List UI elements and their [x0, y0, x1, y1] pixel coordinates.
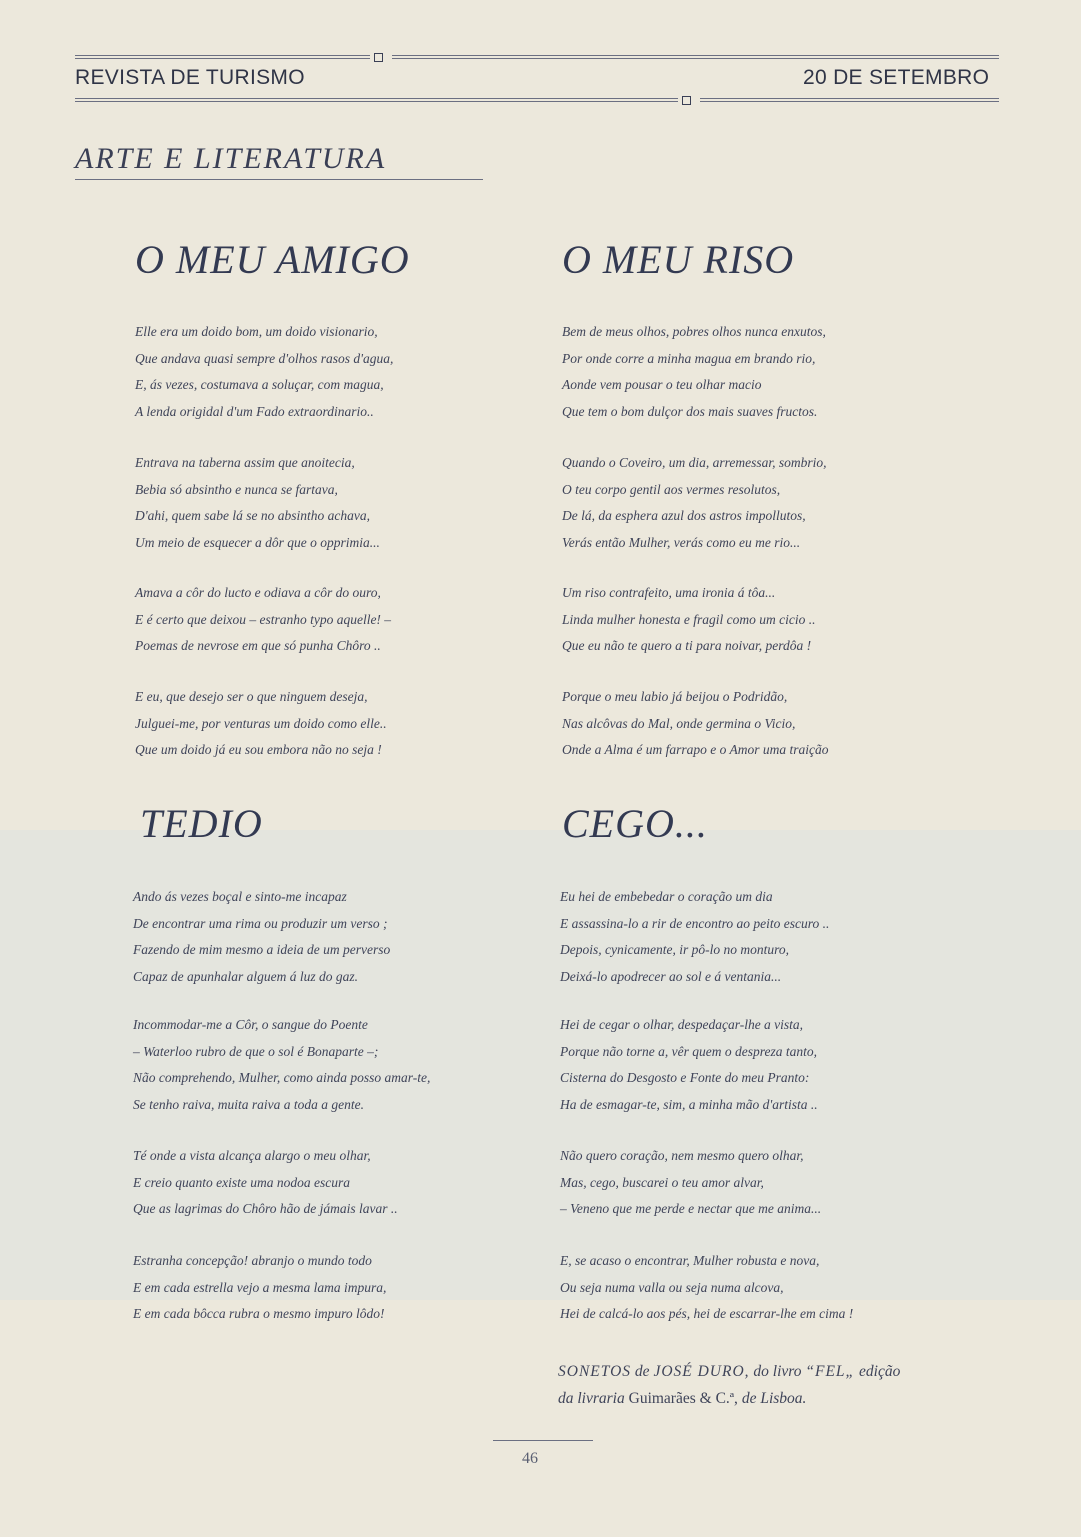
verse-line: Estranha concepção! abranjo o mundo todo — [133, 1253, 372, 1268]
poem-title-tedio: TEDIO — [140, 801, 263, 846]
verse-line: Entrava na taberna assim que anoitecia, — [135, 455, 355, 470]
stanza — [133, 1248, 553, 1328]
verse-line: Elle era um doido bom, um doido visionario, — [135, 324, 378, 339]
stanza — [560, 1012, 980, 1118]
stanza — [562, 319, 982, 425]
header-rule-top-right — [392, 55, 999, 59]
verse-line: Linda mulher honesta e fragil como um cicio .. — [562, 611, 816, 627]
poem-title-cego: CEGO... — [562, 801, 708, 846]
stanza — [562, 580, 982, 660]
verse-line: Ando ás vezes boçal e sinto-me incapaz — [133, 889, 347, 904]
verse-line: Bem de meus olhos, pobres olhos nunca enxutos, — [562, 324, 826, 339]
header-rule-bottom-left — [75, 98, 678, 102]
header-rule-bottom-right — [700, 98, 999, 102]
verse-line: Poemas de nevrose em que só punha Chôro .. — [135, 638, 381, 653]
credit-author: JOSÉ DURO, — [653, 1363, 750, 1380]
verse-line: Porque o meu labio já beijou o Podridão, — [562, 689, 788, 704]
verse-line: E é certo que deixou – estranho typo aquelle! – — [135, 611, 392, 627]
verse-line: Um riso contrafeito, uma ironia á tôa... — [562, 585, 776, 600]
verse-line: O teu corpo gentil aos vermes resolutos, — [562, 481, 781, 497]
verse-line: E assassina-lo a rir de encontro ao peito escuro .. — [560, 915, 830, 931]
verse-line: Julguei-me, por venturas um doido como elle.. — [135, 715, 387, 731]
credit-de: de — [634, 1363, 650, 1380]
section-underline — [75, 179, 483, 180]
credit-da-livraria: da livraria — [558, 1390, 625, 1407]
verse-line: D'ahi, quem sabe lá se no absintho achava, — [135, 508, 370, 523]
stanza — [560, 1143, 980, 1223]
stanza — [135, 580, 555, 660]
verse-line: E, se acaso o encontrar, Mulher robusta e nova, — [560, 1253, 820, 1268]
verse-line: Um meio de esquecer a dôr que o opprimia... — [135, 534, 380, 550]
verse-line: Té onde a vista alcança alargo o meu olhar, — [133, 1148, 371, 1163]
stanza — [562, 684, 982, 764]
verse-line: Eu hei de embebedar o coração um dia — [560, 889, 773, 904]
verse-line: E creio quanto existe uma nodoa escura — [133, 1174, 350, 1190]
stanza — [560, 1248, 980, 1328]
verse-line: Que tem o bom dulçor dos mais suaves fructos. — [562, 403, 818, 419]
source-credit — [558, 1358, 1018, 1412]
page-number: 46 — [522, 1450, 538, 1467]
stanza — [562, 450, 982, 556]
verse-line: Que as lagrimas do Chôro hão de jámais lavar .. — [133, 1201, 398, 1216]
verse-line: Mas, cego, buscarei o teu amor alvar, — [560, 1174, 764, 1190]
poem-title-riso: O MEU RISO — [562, 237, 795, 282]
verse-line: De encontrar uma rima ou produzir um verso ; — [133, 915, 388, 931]
verse-line: Depois, cynicamente, ir pô-lo no monturo, — [560, 942, 789, 957]
verse-line: Não comprehendo, Mulher, como ainda posso amar-te, — [133, 1070, 431, 1085]
verse-line: Se tenho raiva, muita raiva a toda a gente. — [133, 1096, 364, 1112]
ornament-box-top — [374, 53, 383, 62]
verse-line: Verás então Mulher, verás como eu me rio... — [562, 534, 801, 550]
verse-line: A lenda origidal d'um Fado extraordinario.. — [135, 403, 374, 419]
credit-de-lisboa: de Lisboa. — [741, 1390, 807, 1407]
verse-line: Capaz de apunhalar alguem á luz do gaz. — [133, 968, 359, 984]
stanza — [135, 684, 555, 764]
issue-date: 20 DE SETEMBRO — [803, 66, 990, 89]
poem-title-amigo: O MEU AMIGO — [135, 237, 410, 282]
verse-line: Ou seja numa valla ou seja numa alcova, — [560, 1279, 784, 1295]
verse-line: E, ás vezes, costumava a soluçar, com magua, — [135, 377, 384, 392]
credit-do-livro: do livro — [753, 1363, 802, 1380]
verse-line: – Waterloo rubro de que o sol é Bonaparte –; — [133, 1043, 379, 1059]
ornament-box-bottom — [682, 96, 691, 105]
verse-line: Quando o Coveiro, um dia, arremessar, sombrio, — [562, 455, 827, 470]
verse-line: Que um doido já eu sou embora não no seja ! — [135, 742, 382, 757]
stanza — [133, 884, 553, 990]
magazine-name: REVISTA DE TURISMO — [75, 66, 305, 89]
stanza — [133, 1143, 553, 1223]
section-title: ARTE E LITERATURA — [75, 142, 387, 175]
header-rule-top-left — [75, 55, 370, 59]
verse-line: Bebia só absintho e nunca se fartava, — [135, 481, 338, 497]
verse-line: Onde a Alma é um farrapo e o Amor uma traição — [562, 742, 829, 757]
stanza — [135, 450, 555, 556]
verse-line: Deixá-lo apodrecer ao sol e á ventania... — [560, 968, 782, 984]
verse-line: – Veneno que me perde e nectar que me anima... — [560, 1201, 822, 1216]
verse-line: Por onde corre a minha magua em brando rio, — [562, 350, 816, 366]
credit-sonetos: SONETOS — [558, 1363, 632, 1380]
verse-line: Ha de esmagar-te, sim, a minha mão d'artista .. — [560, 1096, 818, 1112]
verse-line: Porque não torne a, vêr quem o despreza tanto, — [560, 1043, 817, 1059]
verse-line: E em cada bôcca rubra o mesmo impuro lôdo! — [133, 1306, 385, 1321]
verse-line: Hei de calcá-lo aos pés, hei de escarrar-lhe em cima ! — [560, 1306, 854, 1321]
verse-line: De lá, da esphera azul dos astros impollutos, — [562, 508, 806, 523]
credit-book: “FEL„ — [805, 1363, 856, 1380]
credit-publisher: Guimarães & C.ª, — [628, 1390, 738, 1407]
verse-line: Que eu não te quero a ti para noivar, perdôa ! — [562, 638, 812, 653]
verse-line: Não quero coração, nem mesmo quero olhar, — [560, 1148, 804, 1163]
stanza — [135, 319, 555, 425]
verse-line: E eu, que desejo ser o que ninguem deseja, — [135, 689, 368, 704]
verse-line: Que andava quasi sempre d'olhos rasos d'agua, — [135, 350, 394, 366]
stanza — [560, 884, 980, 990]
verse-line: E em cada estrella vejo a mesma lama impura, — [133, 1279, 387, 1295]
footer-rule — [493, 1440, 593, 1441]
verse-line: Nas alcôvas do Mal, onde germina o Vicio, — [562, 715, 796, 731]
verse-line: Aonde vem pousar o teu olhar macio — [562, 377, 762, 392]
verse-line: Cisterna do Desgosto e Fonte do meu Pranto: — [560, 1070, 810, 1085]
verse-line: Hei de cegar o olhar, despedaçar-lhe a vista, — [560, 1017, 804, 1032]
verse-line: Incommodar-me a Côr, o sangue do Poente — [133, 1017, 368, 1032]
credit-edicao: edição — [859, 1363, 901, 1380]
stanza — [133, 1012, 553, 1118]
verse-line: Amava a côr do lucto e odiava a côr do ouro, — [135, 585, 381, 600]
verse-line: Fazendo de mim mesmo a ideia de um perverso — [133, 942, 391, 957]
